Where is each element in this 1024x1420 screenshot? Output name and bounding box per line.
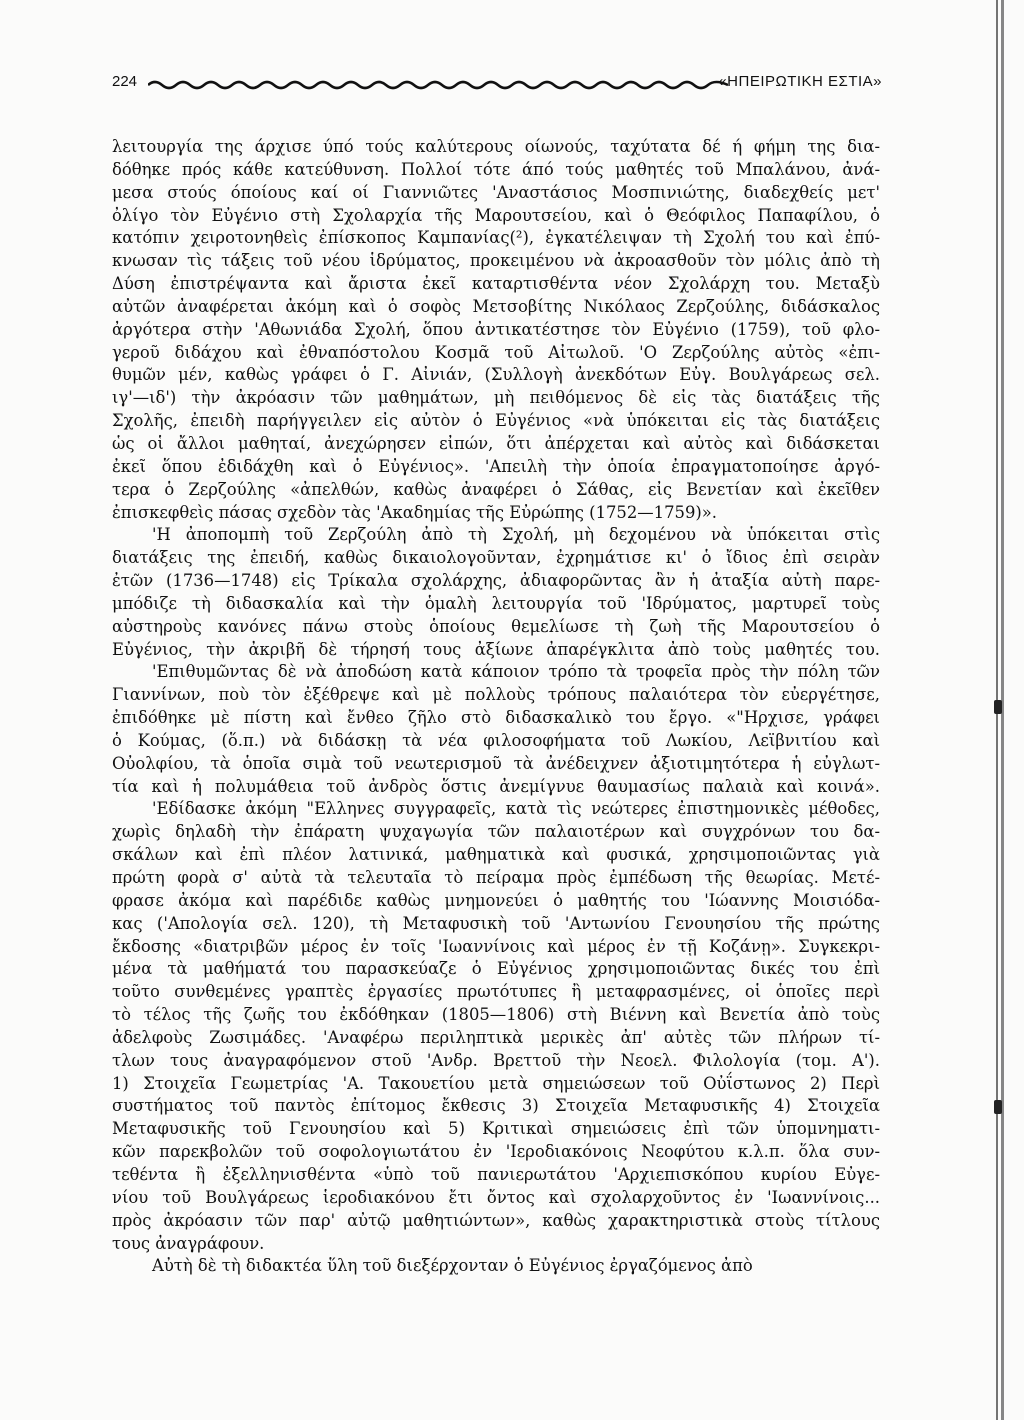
text-line: ἐτῶν (1736—1748) εἰς Τρίκαλα σχολάρχης, ἀδιαφορῶντας ἂν ἡ ἀταξία αὐτὴ παρε- <box>112 571 880 591</box>
text-line: ἐπισκεφθεὶς πάσας σχεδὸν τὰς 'Ακαδημίας τῆς Εὐρώπης (1752—1759)». <box>112 502 718 522</box>
text-line: Εὐγένιος, τὴν ἀκριβῆ δὲ τήρησή τους ἀξίωνε ἀπαρέγκλιτα ἀπὸ τοὺς μαθητές του. <box>112 639 880 659</box>
text-line: 'Επιθυμῶντας δὲ νὰ ἀποδώση κατὰ κάποιον τρόπο τὰ τροφεῖα πρὸς τὴν πόλη τῶν <box>152 662 880 682</box>
text-line: Μεταφυσικῆς τοῦ Γενουησίου καὶ 5) Κριτικαὶ σημειώσεις ἐπὶ τῶν ὑπομνηματι- <box>112 1119 880 1139</box>
text-line: χωρὶς δηλαδὴ τὴν ἐπάρατη ψυχαγωγία τῶν παλαιοτέρων καὶ συγχρόνων του δα- <box>112 822 880 842</box>
text-line: ἀδελφοὺς Ζωσιμάδες. 'Αναφέρω περιληπτικὰ μερικὲς ἀπ' αὐτὲς τῶν πλήρων τί- <box>112 1027 880 1047</box>
body-text <box>112 136 880 1278</box>
text-line: τία καὶ ἡ πολυμάθεια τοῦ ἀνδρὸς ὅστις ἀνεμίγνυε θαυμασίως παλαιὰ καὶ κοινά». <box>112 776 880 796</box>
text-line: μένα τὰ μαθήματά του παρασκεύαζε ὁ Εὐγένιος χρησιμοποιῶντας δικές του ἐπὶ <box>112 959 880 979</box>
text-line: κας ('Απολογία σελ. 120), τὴ Μεταφυσικὴ τοῦ 'Αντωνίου Γενουησίου τῆς πρώτης <box>112 913 880 933</box>
text-line: ἀργότερα στὴν 'Αθωνιάδα Σχολή, ὅπου ἀντικατέστησε τὸν Εὐγένιο (1759), τοῦ φλο- <box>112 319 880 339</box>
text-line: φρασε ἀκόμα καὶ παρέδιδε καθὼς μνημονεύει ὁ μαθητής του 'Ιώαννης Μοισιόδα- <box>112 890 880 910</box>
text-line: λειτουργία της άρχισε ύπό τούς καλύτερους οίωνούς, ταχύτατα δέ ή φήμη της δια- <box>112 137 880 156</box>
scan-mark <box>994 1100 1002 1114</box>
text-line: συστήματος τοῦ παντὸς ἐπίτομος ἔκθεσις 3) Στοιχεῖα Μεταφυσικῆς 4) Στοιχεῖα <box>112 1096 880 1116</box>
text-line: Οὐολφίου, τὰ ὁποῖα σιμὰ τοῦ νεωτερισμοῦ τὰ ἀνέδειχνεν ἀξιοτιμητότερα ἡ εὐγλωτ- <box>112 753 880 773</box>
text-line: κατόπιν χειροτονηθεὶς ἐπίσκοπος Καμπανίας(²), ἐγκατέλειψαν τὴ Σχολή του καὶ ἐπύ- <box>112 228 880 248</box>
page-number: 224 <box>112 73 138 90</box>
text-line: Γιαννίνων, ποὺ τὸν ἐξέθρεψε καὶ μὲ πολλοὺς τρόπους παλαιότερα τὸν εὐεργέτησε, <box>112 685 880 705</box>
text-line: τεθέντα ἢ ἐξελληνισθέντα «ὑπὸ τοῦ πανιερωτάτου 'Αρχιεπισκόπου κυρίου Εὐγε- <box>112 1164 880 1184</box>
ornamental-rule <box>148 76 728 90</box>
text-line: μπόδιζε τὴ διδασκαλία καὶ τὴν ὁμαλὴ λειτουργία τοῦ 'Ιδρύματος, μαρτυρεῖ τοὺς <box>112 593 880 613</box>
text-line: τους ἀναγράφουν. <box>112 1233 265 1253</box>
text-line: ιγ'—ιδ') τὴν ἀκρόασιν τῶν μαθημάτων, μὴ πειθόμενος δὲ εἰς τὰς διατάξεις τῆς <box>112 388 880 408</box>
text-line: τοῦτο συνθεμένες γραπτὲς ἐργασίες πρωτότυπες ἢ μεταφρασμένες, οἱ ὁποῖες περὶ <box>112 982 880 1002</box>
text-line: Δύση ἐπιστρέψαντα καὶ ἄριστα ἐκεῖ καταρτισθέντα νέον Σχολάρχη του. Μεταξὺ <box>112 274 880 294</box>
journal-title: «ΗΠΕΙΡΩΤΙΚΗ ΕΣΤΙΑ» <box>718 73 882 90</box>
text-line: αὐτῶν ἀναφέρεται ἀκόμη καὶ ὁ σοφὸς Μετσοβίτης Νικόλαος Ζερζούλης, διδάσκαλος <box>112 296 880 316</box>
text-line: Σχολῆς, ἐπειδὴ παρήγγειλεν εἰς αὐτὸν ὁ Εὐγένιος «νὰ ὑπόκειται εἰς τὰς διατάξεις <box>112 411 880 431</box>
text-line: γεροῦ διδάχου καὶ ἐθναπόστολου Κοσμᾶ τοῦ Αἰτωλοῦ. 'Ο Ζερζούλης αὐτὸς «ἐπι- <box>112 342 880 362</box>
text-line: αὐστηροὺς κανόνες πάνω στοὺς ὁποίους θεμελίωσε τὴ ζωὴ τῆς Μαρουτσείου ὁ <box>112 616 880 636</box>
text-line: ἐπιδόθηκε μὲ πίστη καὶ ἔνθεο ζῆλο στὸ διδασκαλικὸ του ἔργο. «"Ηρχισε, γράφει <box>112 708 880 728</box>
text-line: 'Η ἀποπομπὴ τοῦ Ζερζούλη ἀπὸ τὴ Σχολή, μὴ δεχομένου νὰ ὑπόκειται στὶς <box>152 525 880 545</box>
text-line: κνωσαν τὶς τάξεις τοῦ νέου ἱδρύματος, προκειμένου νὰ ἀκροασθοῦν τὸν μόλις ἀπὸ τὴ <box>112 251 880 271</box>
text-line: πρὸς ἀκρόασιν τῶν παρ' αὐτῷ μαθητιώντων», καθὼς χαρακτηριστικὰ στοὺς τίτλους <box>112 1210 880 1230</box>
text-line: νίου τοῦ Βουλγάρεως ἱεροδιακόνου ἔτι ὄντος καὶ σχολαρχοῦντος ἐν 'Ιωαννίνοις... <box>112 1187 880 1207</box>
text-line: μεσα στούς όποίους καί οί Γιαννιῶτες 'Αναστάσιος Μοσπινιώτης, διαδεχθείς μετ' <box>112 182 880 202</box>
running-header <box>112 70 882 100</box>
text-line: ἐκεῖ ὅπου ἐδιδάχθη καὶ ὁ Εὐγένιος». 'Απειλὴ τὴν ὁποία ἐπραγματοποίησε ἀργό- <box>112 456 880 476</box>
text-line: ὀλίγο τὸν Εὐγένιο στὴ Σχολαρχία τῆς Μαρουτσείου, καὶ ὁ Θεόφιλος Παπαφίλου, ὁ <box>112 205 880 225</box>
text-line: τερα ὁ Ζερζούλης «ἀπελθών, καθὼς ἀναφέρει ὁ Σάθας, εἰς Βενετίαν καὶ ἐκεῖθεν <box>112 479 880 499</box>
text-line: ὁ Κούμας, (ὅ.π.) νὰ διδάσκῃ τὰ νέα φιλοσοφήματα τοῦ Λωκίου, Λεϊβνιτίου καὶ <box>112 730 880 750</box>
text-line: ὡς οἱ ἄλλοι μαθηταί, ἀνεχώρησεν εἰπών, ὅτι ἀπέρχεται καὶ αὐτὸς καὶ διδάσκεται <box>112 433 880 453</box>
text-line: ἔκδοσης «διατριβῶν μέρος ἐν τοῖς 'Ιωαννίνοις καὶ μέρος ἐν τῇ Κοζάνῃ». Συγκεκρι- <box>112 936 880 956</box>
text-line: πρώτη φορὰ σ' αὐτὰ τὰ τελευταῖα τὸ πείραμα πρὸς ἐμπέδωση τῆς θεωρίας. Μετέ- <box>112 868 880 887</box>
text-line: σκάλων καὶ ἐπὶ πλέον λατινικά, μαθηματικὰ καὶ φυσικά, χρησιμοποιῶντας γιὰ <box>112 845 880 865</box>
scan-mark <box>994 700 1002 714</box>
text-line: διατάξεις της ἐπειδή, καθὼς δικαιολογοῦνταν, ἐχρημάτισε κι' ὁ ἴδιος ἐπὶ σειρὰν <box>112 548 880 568</box>
text-line: Αὐτὴ δὲ τὴ διδακτέα ὕλη τοῦ διεξέρχονταν ὁ Εὐγένιος ἐργαζόμενος ἀπὸ <box>152 1256 753 1276</box>
text-line: θυμῶν μέν, καθὼς γράφει ὁ Γ. Αἰνιάν, (Συλλογὴ ἀνεκδότων Εὐγ. Βουλγάρεως σελ. <box>112 365 880 385</box>
text-line: τλων τους ἀναγραφόμενον στοῦ 'Ανδρ. Βρεττοῦ τὴν Νεοελ. Φιλολογία (τομ. Α'). <box>112 1050 880 1070</box>
text-line: 'Εδίδασκε ἀκόμη "Ελληνες συγγραφεῖς, κατὰ τὶς νεώτερες ἐπιστημονικὲς μέθοδες, <box>152 799 880 819</box>
text-line: τὸ τέλος τῆς ζωῆς του ἐκδόθηκαν (1805—1806) στὴ Βιέννη καὶ Βενετία ἀπὸ τοὺς <box>112 1005 880 1025</box>
text-line: κῶν παρεκβολῶν τοῦ σοφολογιωτάτου ἐν 'Ιεροδιακόνοις Νεοφύτου κ.λ.π. ὅλα συν- <box>112 1142 880 1162</box>
text-line: δόθηκε πρός κάθε κατεύθυνση. Πολλοί τότε άπό τούς μαθητές τοῦ Μπαλάνου, ἀνά- <box>112 159 880 179</box>
text-line: 1) Στοιχεῖα Γεωμετρίας 'Α. Τακουετίου μετὰ σημειώσεων τοῦ Οὐΐστωνος 2) Περὶ <box>112 1073 880 1093</box>
